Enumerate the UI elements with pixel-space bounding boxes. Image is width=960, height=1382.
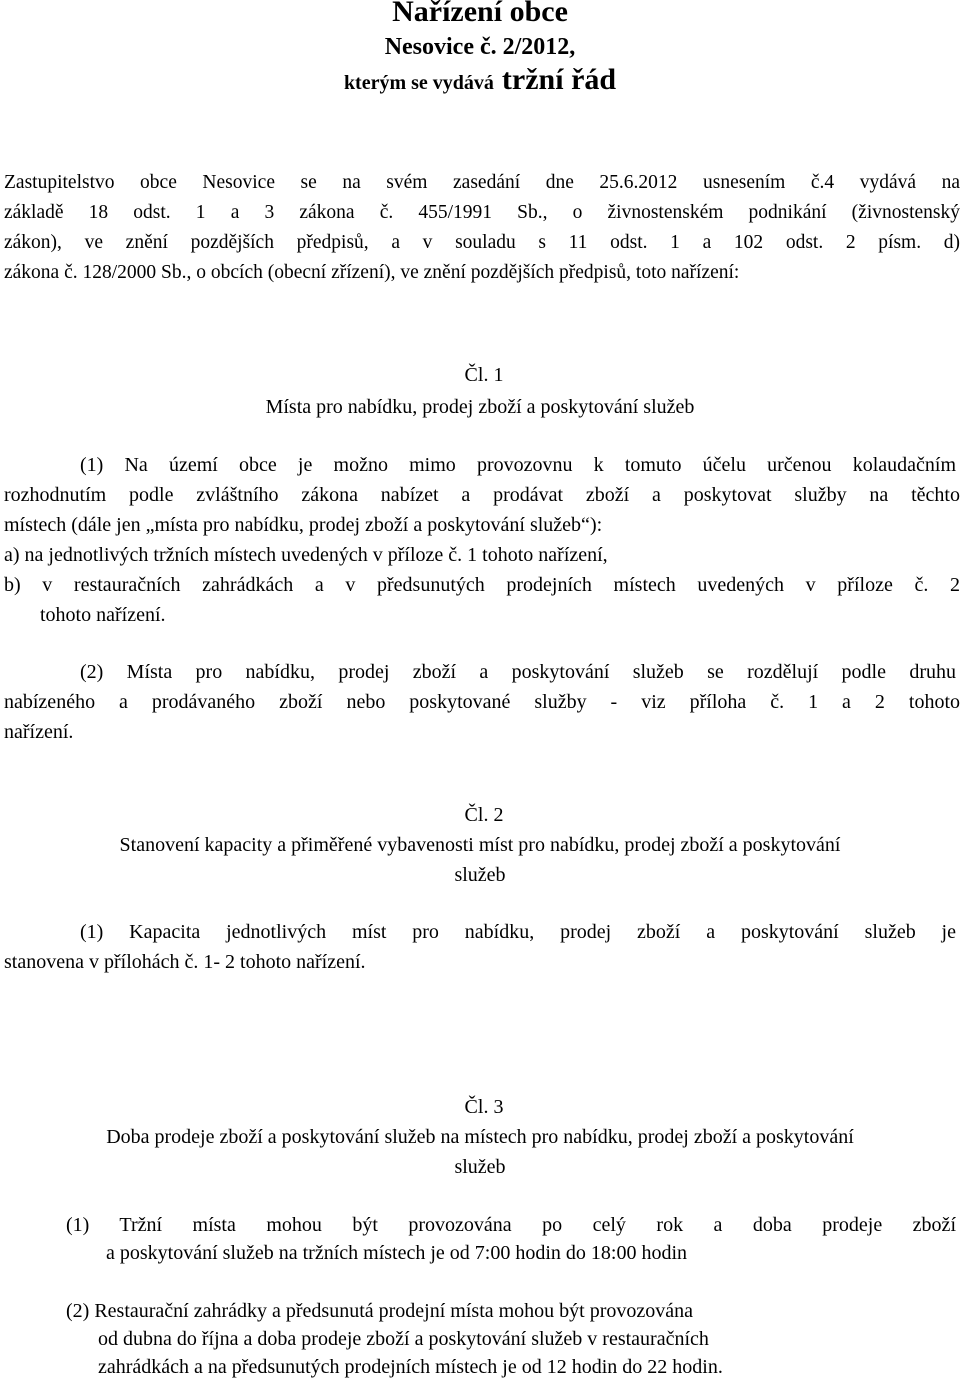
art1-p2-line-2: nabízeného a prodávaného zboží nebo poskytované služby - viz příloha č. 1 a 2 tohoto	[4, 691, 960, 713]
article-1-heading: Čl. 1	[464, 364, 504, 386]
art2-p1-line-1: (1) Kapacita jednotlivých míst pro nabídku, prodej zboží a poskytování služeb je	[80, 921, 956, 943]
article-2-title-line-2: služeb	[454, 864, 506, 886]
art1-item-b: b) v restauračních zahrádkách a v předsunutých prodejních místech uvedených v příloze č. 2	[4, 574, 960, 596]
document-title: Nařízení obce	[392, 0, 568, 28]
intro-line-2: základě 18 odst. 1 a 3 zákona č. 455/1991 Sb., o živnostenském podnikání (živnostenský	[4, 202, 960, 223]
subtitle-main: tržní řád	[501, 63, 617, 96]
art1-p1-line-3: místech (dále jen „místa pro nabídku, prodej zboží a poskytování služeb“):	[4, 514, 603, 536]
art3-p2-line-2: od dubna do října a doba prodeje zboží a poskytování služeb v restauračních	[98, 1328, 709, 1350]
intro-line-3: zákon), ve znění pozdějších předpisů, a v souladu s 11 odst. 1 a 102 odst. 2 písm. d)	[4, 232, 960, 253]
article-2-title-line-1: Stanovení kapacity a přiměřené vybavenosti míst pro nabídku, prodej zboží a poskytování	[119, 834, 841, 856]
art1-item-b-cont: tohoto nařízení.	[40, 604, 166, 626]
article-1-title: Místa pro nabídku, prodej zboží a poskytování služeb	[265, 396, 695, 418]
art1-p2-line-3: nařízení.	[4, 721, 74, 743]
article-3-title-line-2: služeb	[454, 1156, 506, 1178]
subtitle-prefix: kterým se vydává	[343, 72, 494, 94]
art1-item-a: a) na jednotlivých tržních místech uvedených v příloze č. 1 tohoto nařízení,	[4, 544, 608, 566]
intro-line-4: zákona č. 128/2000 Sb., o obcích (obecní zřízení), ve znění pozdějších předpisů, toto nařízení:	[4, 262, 740, 283]
art3-p2-line-3: zahrádkách a na předsunutých prodejních místech je od 12 hodin do 22 hodin.	[98, 1356, 723, 1378]
article-3-heading: Čl. 3	[464, 1096, 504, 1118]
art3-p1-line-2: a poskytování služeb na tržních místech je od 7:00 hodin do 18:00 hodin	[106, 1242, 688, 1264]
art3-p1-line-1: (1) Tržní místa mohou být provozována po celý rok a doba prodeje zboží	[66, 1214, 956, 1236]
document-subtitle	[0, 62, 960, 103]
art3-p2-line-1: (2) Restaurační zahrádky a předsunutá prodejní místa mohou být provozována	[66, 1300, 694, 1322]
intro-line-1: Zastupitelstvo obce Nesovice se na svém zasedání dne 25.6.2012 usnesením č.4 vydává na	[4, 172, 960, 193]
article-3-title-line-1: Doba prodeje zboží a poskytování služeb na místech pro nabídku, prodej zboží a poskytování	[106, 1126, 854, 1148]
regulation-number: Nesovice č. 2/2012,	[384, 34, 576, 60]
article-2-heading: Čl. 2	[464, 804, 504, 826]
art1-p1-line-1: (1) Na území obce je možno mimo provozovnu k tomuto účelu určenou kolaudačním	[80, 454, 956, 476]
art1-p2-line-1: (2) Místa pro nabídku, prodej zboží a poskytování služeb se rozdělují podle druhu	[80, 661, 956, 683]
art2-p1-line-2: stanovena v přílohách č. 1- 2 tohoto nařízení.	[4, 951, 366, 973]
art1-p1-line-2: rozhodnutím podle zvláštního zákona nabízet a prodávat zboží a poskytovat služby na těchto	[4, 484, 960, 506]
